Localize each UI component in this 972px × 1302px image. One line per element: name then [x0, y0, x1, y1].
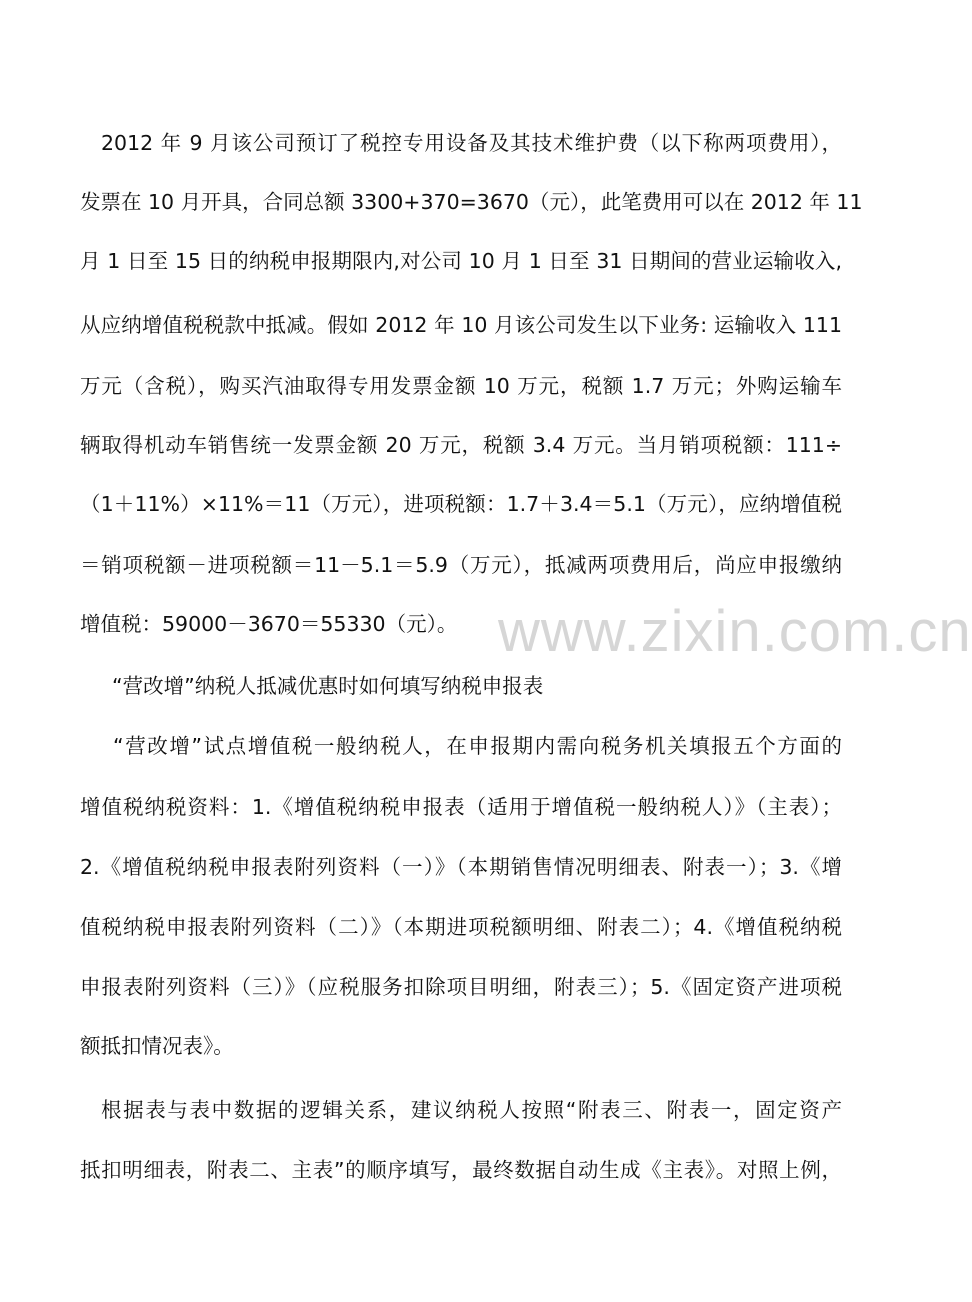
paragraph-line: 万元（含税），购买汽油取得专用发票金额 10 万元，税额 1.7 万元；外购运输车 [80, 374, 842, 398]
paragraph-line: 从应纳增值税税款中抵减。假如 2012 年 10 月该公司发生以下业务: 运输收入 111 [80, 313, 842, 337]
paragraph-line: 抵扣明细表，附表二、主表”的顺序填写，最终数据自动生成《主表》。对照上例， [80, 1158, 842, 1182]
paragraph-line: 2.《增值税纳税申报表附列资料（一）》（本期销售情况明细表、附表一）；3.《增 [80, 855, 842, 879]
paragraph-line: 额抵扣情况表》。 [80, 1034, 234, 1058]
paragraph-line: ＝销项税额－进项税额＝11－5.1＝5.9（万元），抵减两项费用后，尚应申报缴纳 [80, 553, 842, 577]
paragraph-line: 申报表附列资料（三）》（应税服务扣除项目明细，附表三）；5.《固定资产进项税 [80, 975, 842, 999]
section-heading: “营改增”纳税人抵减优惠时如何填写纳税申报表 [112, 674, 544, 698]
paragraph-line: 辆取得机动车销售统一发票金额 20 万元，税额 3.4 万元。当月销项税额：111÷ [80, 433, 842, 457]
paragraph-line: 2012 年 9 月该公司预订了税控专用设备及其技术维护费（以下称两项费用）， [101, 131, 842, 155]
paragraph-line: 值税纳税申报表附列资料（二）》（本期进项税额明细、附表二）；4.《增值税纳税 [80, 915, 842, 939]
site-watermark: www.zixin.com.cn [498, 599, 972, 664]
paragraph-line: “营改增”试点增值税一般纳税人，在申报期内需向税务机关填报五个方面的 [113, 734, 842, 758]
paragraph-line: 增值税纳税资料：1.《增值税纳税申报表（适用于增值税一般纳税人）》（主表）； [80, 795, 842, 819]
paragraph-line: 发票在 10 月开具，合同总额 3300+370=3670（元），此笔费用可以在 2012 年 11 [80, 190, 863, 214]
paragraph-line: 根据表与表中数据的逻辑关系，建议纳税人按照“附表三、附表一，固定资产 [101, 1098, 842, 1122]
paragraph-line: 增值税：59000－3670＝55330（元）。 [80, 612, 458, 636]
paragraph-line: （1＋11%）×11%＝11（万元），进项税额：1.7＋3.4＝5.1（万元），应纳增值税 [80, 492, 842, 516]
paragraph-line: 月 1 日至 15 日的纳税申报期限内,对公司 10 月 1 日至 31 日期间的营业运输收入, [80, 249, 842, 273]
